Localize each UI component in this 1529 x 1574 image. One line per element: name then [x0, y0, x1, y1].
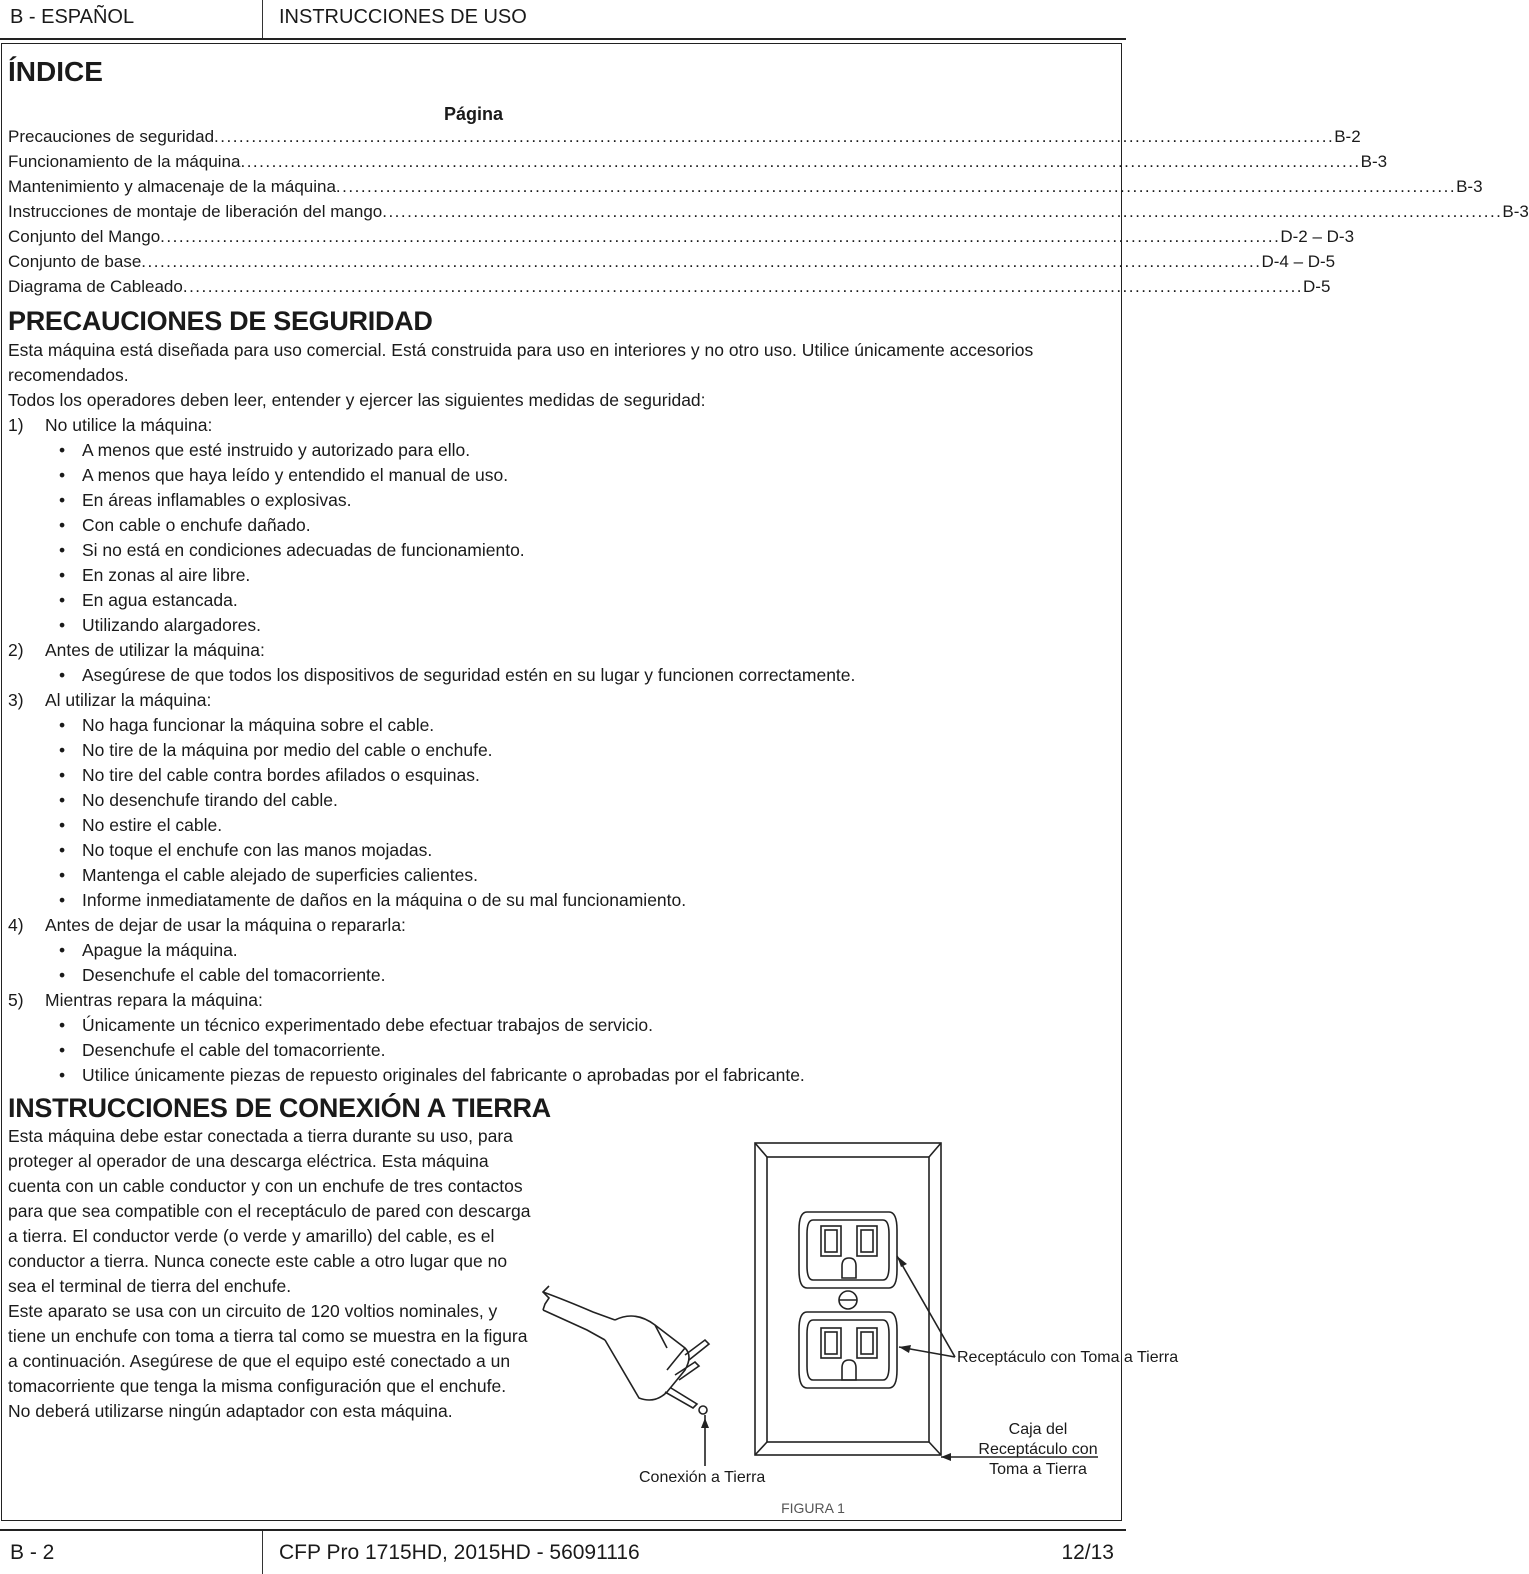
bullet-text: En agua estancada. [82, 590, 238, 610]
section-number: 5) [8, 990, 24, 1010]
bullet-dot: • [59, 790, 66, 810]
toc-entry [8, 227, 1355, 252]
header-language: B - ESPAÑOL [10, 6, 135, 28]
bullet-dot: • [59, 515, 66, 535]
bullet-dot: • [59, 1065, 66, 1085]
bullet-text: No estire el cable. [82, 815, 223, 835]
toc-page: B-2 [1334, 127, 1361, 146]
toc-leader [382, 202, 1502, 222]
section-heading: No utilice la máquina: [45, 415, 213, 435]
bullet-dot: • [59, 840, 66, 860]
toc-label: Instrucciones de montaje de liberación del mango [8, 202, 383, 221]
bullet-dot: • [59, 465, 66, 485]
grounding-title: INSTRUCCIONES DE CONEXIÓN A TIERRA [8, 1093, 551, 1123]
bullet-dot: • [59, 565, 66, 585]
toc-page: D-5 [1303, 277, 1331, 296]
toc-leader [336, 177, 1456, 197]
section-heading: Mientras repara la máquina: [45, 990, 263, 1010]
plug [543, 1286, 709, 1414]
bullet-text: No toque el enchufe con las manos mojadas. [82, 840, 433, 860]
toc-label: Mantenimiento y almacenaje de la máquina [8, 177, 336, 196]
bullet-dot: • [59, 965, 66, 985]
bullet-text: Asegúrese de que todos los dispositivos de seguridad estén en su lugar y funcionen correctamente. [82, 665, 856, 685]
section-number: 3) [8, 690, 24, 710]
toc-entry [8, 252, 1336, 277]
table-of-contents [8, 127, 1529, 302]
box-label: Caja del Receptáculo con Toma a Tierra [978, 1421, 1098, 1478]
bullet-dot: • [59, 815, 66, 835]
bullet-text: Desenchufe el cable del tomacorriente. [82, 1040, 386, 1060]
toc-page: B-3 [1502, 202, 1529, 221]
toc-page: D-2 – D-3 [1280, 227, 1355, 246]
bullet-text: Utilizando alargadores. [82, 615, 261, 635]
toc-entry [8, 202, 1529, 227]
receptacle-label: Receptáculo con Toma a Tierra [957, 1349, 1179, 1366]
toc-leader [183, 277, 1303, 297]
toc-entry [8, 277, 1331, 302]
toc-page: B-3 [1360, 152, 1388, 171]
toc-entry [8, 127, 1361, 152]
footer-divider [262, 1531, 263, 1574]
bullet-dot: • [59, 740, 66, 760]
toc-page: B-3 [1456, 177, 1483, 196]
bullet-dot: • [59, 1015, 66, 1035]
toc-label: Conjunto del Mango [8, 227, 161, 246]
figure-caption: FIGURA 1 [781, 1500, 845, 1516]
toc-leader [160, 227, 1280, 247]
bullet-dot: • [59, 715, 66, 735]
bullet-text: En zonas al aire libre. [82, 565, 251, 585]
bullet-dot: • [59, 765, 66, 785]
bullet-dot: • [59, 615, 66, 635]
bullet-text: Desenchufe el cable del tomacorriente. [82, 965, 386, 985]
toc-label: Funcionamiento de la máquina [8, 152, 241, 171]
toc-entry [8, 177, 1483, 202]
section-heading: Antes de dejar de usar la máquina o repararla: [45, 915, 406, 935]
section-number: 2) [8, 640, 24, 660]
bullet-text: Mantenga el cable alejado de superficies calientes. [82, 865, 478, 885]
bullet-text: Informe inmediatamente de daños en la máquina o de su mal funcionamiento. [82, 890, 687, 910]
bullet-text: No tire de la máquina por medio del cable o enchufe. [82, 740, 493, 760]
safety-operators: Todos los operadores deben leer, entender y ejercer las siguientes medidas de seguridad: [8, 390, 706, 410]
bullet-text: En áreas inflamables o explosivas. [82, 490, 352, 510]
receptacle-figure [535, 1130, 1179, 1516]
bullet-text: Con cable o enchufe dañado. [82, 515, 311, 535]
bullet-text: Apague la máquina. [82, 940, 238, 960]
section-number: 4) [8, 915, 24, 935]
index-page-column-label: Página [443, 104, 503, 124]
bullet-text: A menos que haya leído y entendido el manual de uso. [82, 465, 509, 485]
section-heading: Antes de utilizar la máquina: [45, 640, 265, 660]
wall-plate-outer [755, 1143, 941, 1455]
header-title: INSTRUCCIONES DE USO [279, 6, 527, 28]
bullet-text: Utilice únicamente piezas de repuesto originales del fabricante o aprobadas por el fabricante. [82, 1065, 805, 1085]
grounding-paragraph-1: Esta máquina debe estar conectada a tierra durante su uso, para proteger al operador de una descarga eléctrica. Esta máquina cuenta con un cable conductor y con un enchufe de tres contactos para que sea compatible con el receptáculo de pared con descarga a tierra. El conductor verde (o verde y amarillo) del cable, es el conductor a tierra. Nunca conecte este cable a otro lugar que no sea el terminal de tierra del enchufe. [8, 1126, 531, 1296]
safety-intro: Esta máquina está diseñada para uso comercial. Está construida para uso en interiores y no otro uso. Utilice únicamente accesorios recomendados. [8, 340, 1034, 385]
ground-label: Conexión a Tierra [639, 1469, 766, 1486]
bullet-text: Si no está en condiciones adecuadas de funcionamiento. [82, 540, 525, 560]
footer-model: CFP Pro 1715HD, 2015HD - 56091116 [279, 1541, 640, 1564]
bullet-text: No desenchufe tirando del cable. [82, 790, 338, 810]
index-title: ÍNDICE [8, 56, 103, 87]
footer-page-number: B - 2 [10, 1541, 55, 1564]
bullet-dot: • [59, 890, 66, 910]
bullet-dot: • [59, 665, 66, 685]
bullet-text: No tire del cable contra bordes afilados o esquinas. [82, 765, 480, 785]
section-number: 1) [8, 415, 24, 435]
toc-leader [141, 252, 1261, 272]
bullet-dot: • [59, 590, 66, 610]
bullet-text: No haga funcionar la máquina sobre el cable. [82, 715, 435, 735]
bullet-dot: • [59, 1040, 66, 1060]
toc-label: Conjunto de base [8, 252, 142, 271]
bullet-text: Únicamente un técnico experimentado debe efectuar trabajos de servicio. [82, 1015, 654, 1035]
section-heading: Al utilizar la máquina: [45, 690, 212, 710]
toc-leader [240, 152, 1360, 172]
grounding-paragraph-2: Este aparato se usa con un circuito de 120 voltios nominales, y tiene un enchufe con toma a tierra tal como se muestra en la figura a continuación. Asegúrese de que el equipo esté conectado a un tomacorriente que tenga la misma configuración que el enchufe. No deberá utilizarse ningún adaptador con esta máquina. [8, 1301, 528, 1421]
footer-date: 12/13 [1061, 1541, 1114, 1564]
toc-page: D-4 – D-5 [1261, 252, 1336, 271]
bullet-dot: • [59, 440, 66, 460]
toc-label: Diagrama de Cableado [8, 277, 183, 296]
toc-leader [214, 127, 1334, 147]
bullet-dot: • [59, 940, 66, 960]
toc-entry [8, 152, 1388, 177]
outlet-bottom [799, 1312, 897, 1388]
bullet-dot: • [59, 540, 66, 560]
bullet-dot: • [59, 490, 66, 510]
outlet-top [799, 1212, 897, 1288]
bullet-text: A menos que esté instruido y autorizado para ello. [82, 440, 471, 460]
safety-title: PRECAUCIONES DE SEGURIDAD [8, 306, 433, 336]
toc-label: Precauciones de seguridad [8, 127, 215, 146]
header-divider [262, 0, 263, 38]
bullet-dot: • [59, 865, 66, 885]
page-header [0, 0, 1126, 40]
page-footer [0, 1529, 1126, 1574]
